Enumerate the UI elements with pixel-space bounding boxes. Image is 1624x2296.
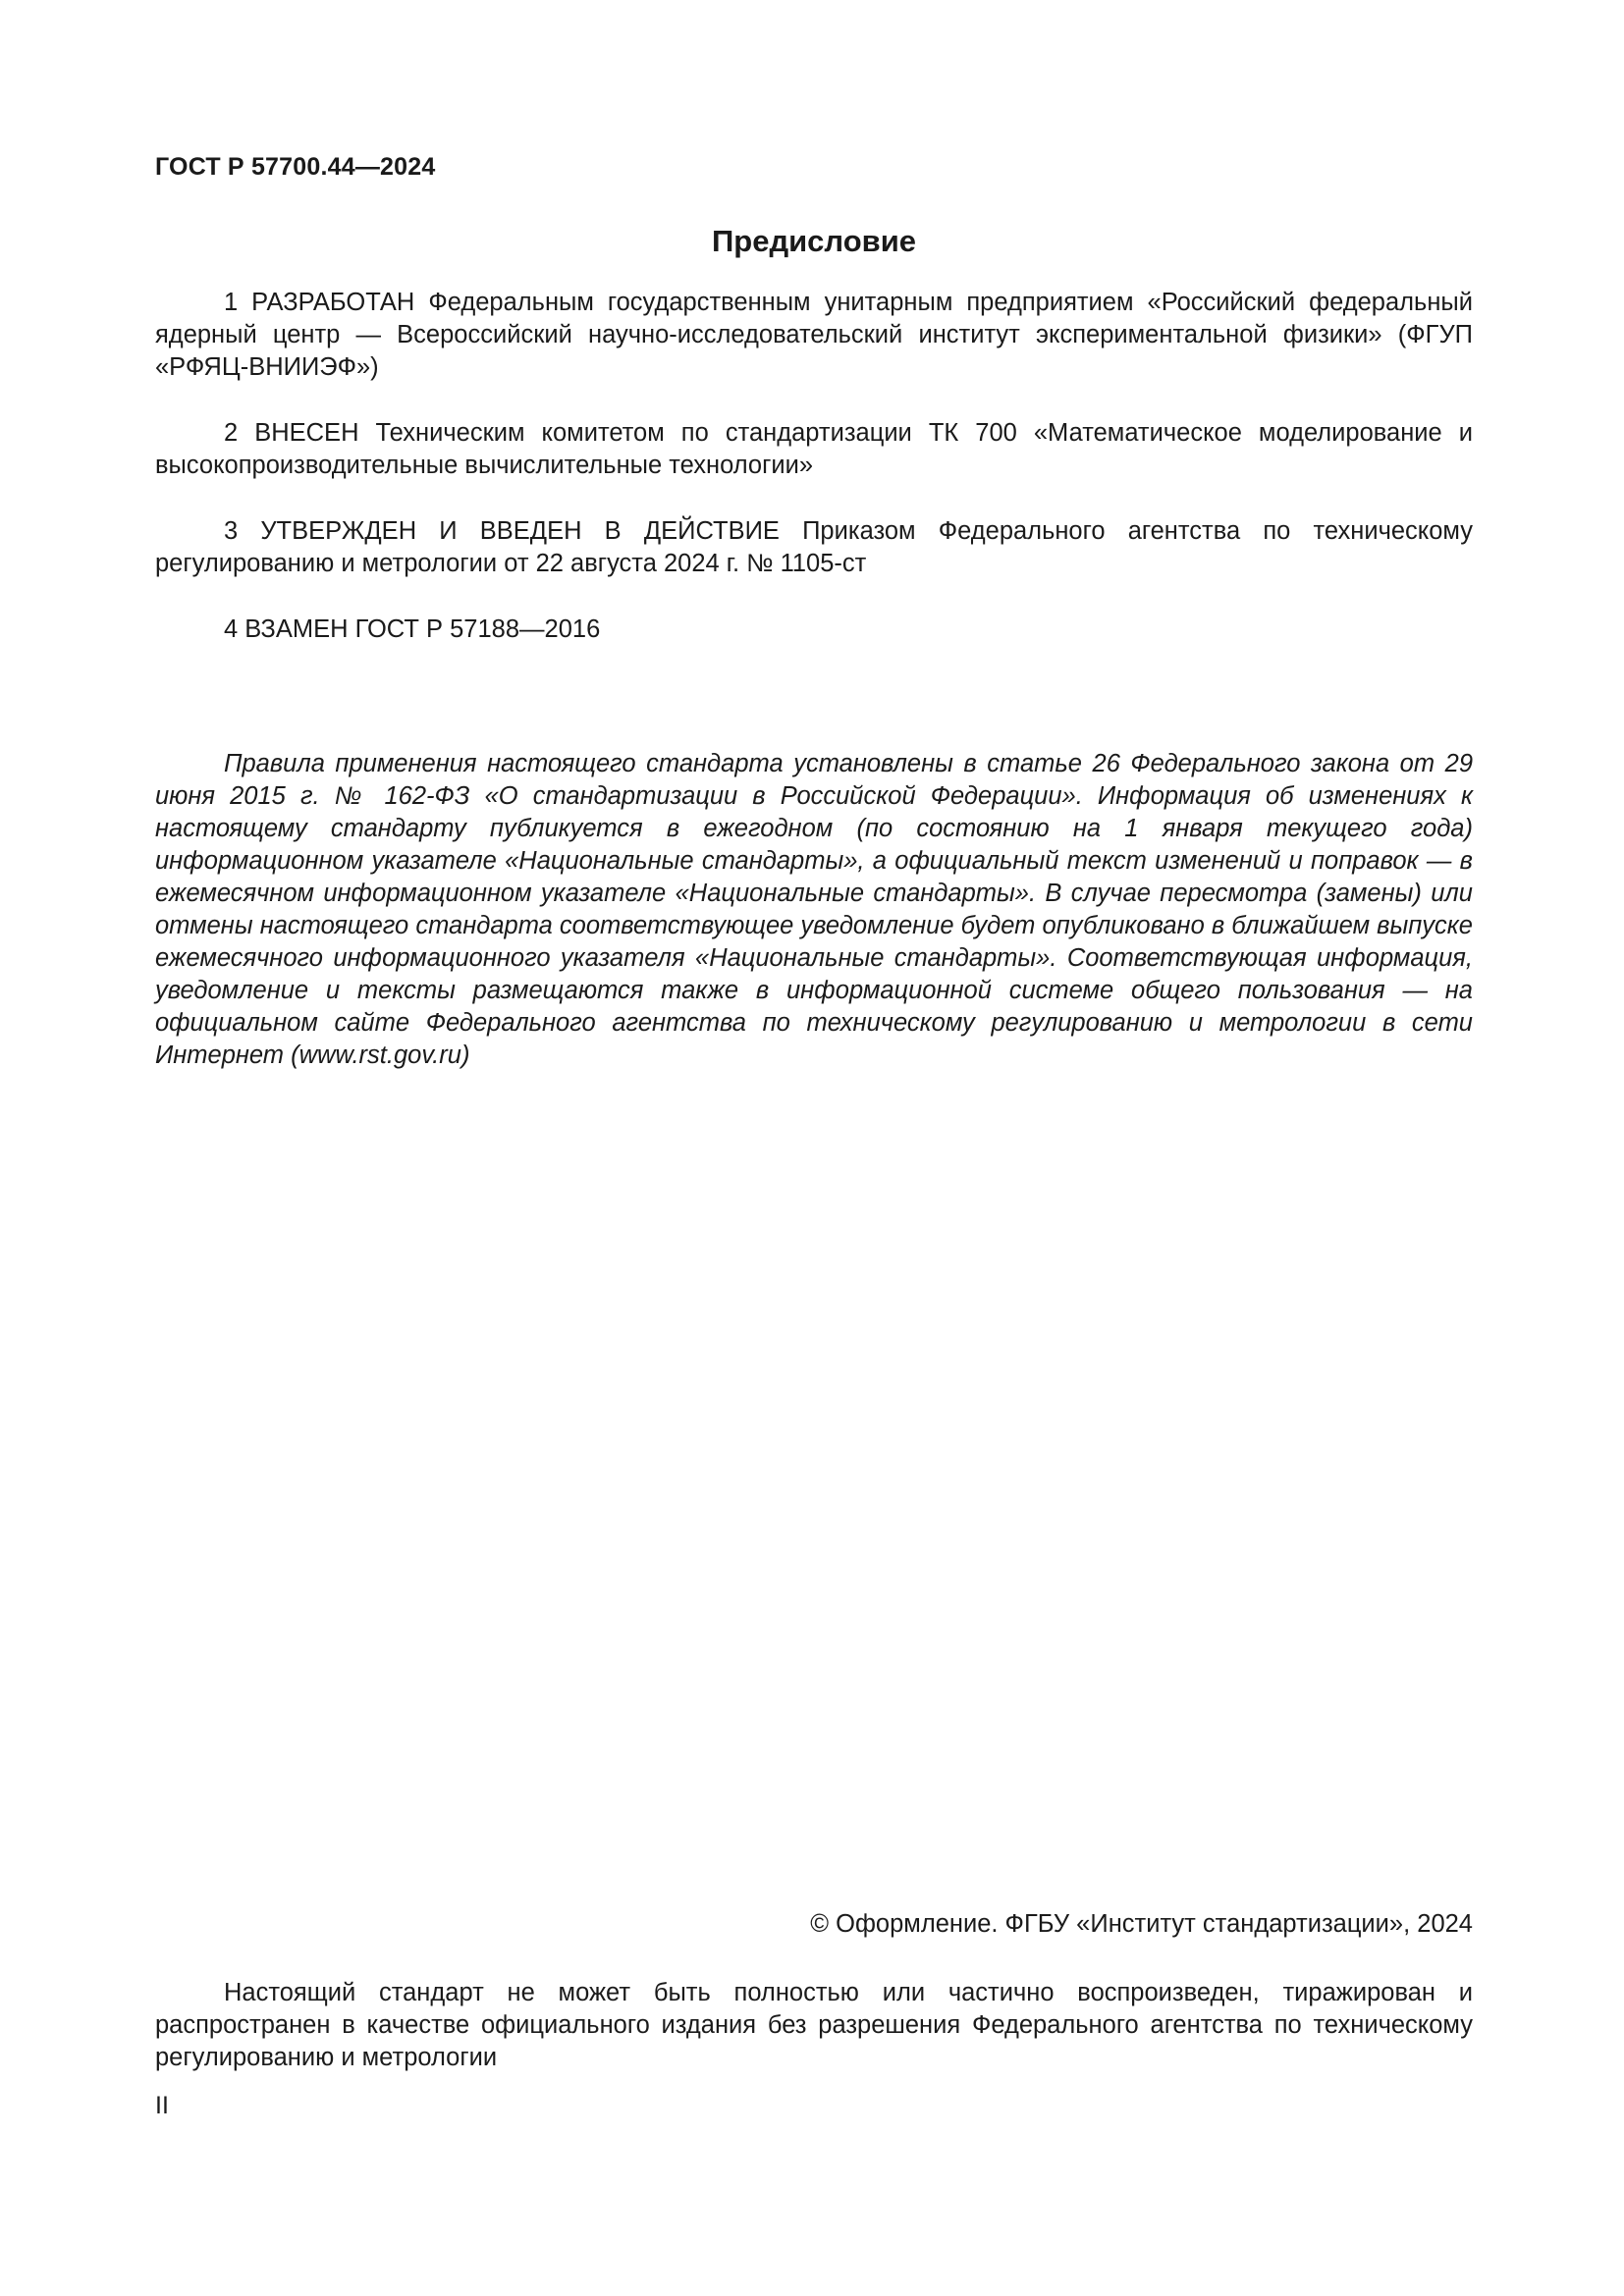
foreword-items bbox=[155, 287, 1473, 679]
foreword-item-replaces: 4 ВЗАМЕН ГОСТ Р 57188—2016 bbox=[224, 615, 601, 643]
application-rules-note: Правила применения настоящего стандарта установлены в статье 26 Федерального закона от 29 июня 2015 г. № 162-ФЗ «О стандартизации в Российской Федерации». Информация об изменениях к настоящему стандарту публикуется в ежегодном (по состоянию на 1 января текущего года) информационном указателе «Национальные стандарты», а официальный текст изменений и поправок — в ежемесячном информационном указателе «Национальные стандарты». В случае пересмотра (замены) или отмены настоящего стандарта соответствующее уведомление будет опубликовано в ближайшем выпуске ежемесячного информационного указателя «Национальные стандарты». Соответствующая информация, уведомление и тексты размещаются также в информационной системе общего пользования — на официальном сайте Федерального агентства по техническому регулированию и метрологии в сети Интернет (www.rst.gov.ru) bbox=[155, 750, 1473, 1069]
reproduction-notice: Настоящий стандарт не может быть полностью или частично воспроизведен, тиражирован и распространен в качестве официального издания без разрешения Федерального агентства по техническому регулированию и метрологии bbox=[155, 1979, 1473, 2071]
page-title: Предисловие bbox=[711, 224, 916, 258]
standard-code: ГОСТ Р 57700.44—2024 bbox=[155, 153, 436, 181]
page-number: II bbox=[155, 2092, 169, 2119]
foreword-item-developed: 1 РАЗРАБОТАН Федеральным государственным унитарным предприятием «Российский федеральный ядерный центр — Всероссийский научно-исследовательский институт экспериментальной физики» (ФГУП «РФЯЦ-ВНИИЭФ») bbox=[155, 289, 1473, 381]
copyright-line: © Оформление. ФГБУ «Институт стандартизации», 2024 bbox=[810, 1910, 1473, 1938]
foreword-item-approved: 3 УТВЕРЖДЕН И ВВЕДЕН В ДЕЙСТВИЕ Приказом Федерального агентства по техническому регулированию и метрологии от 22 августа 2024 г. № 1105-ст bbox=[155, 517, 1473, 577]
foreword-item-introduced: 2 ВНЕСЕН Техническим комитетом по стандартизации ТК 700 «Математическое моделирование и высокопроизводительные вычислительные технологии» bbox=[155, 419, 1473, 479]
